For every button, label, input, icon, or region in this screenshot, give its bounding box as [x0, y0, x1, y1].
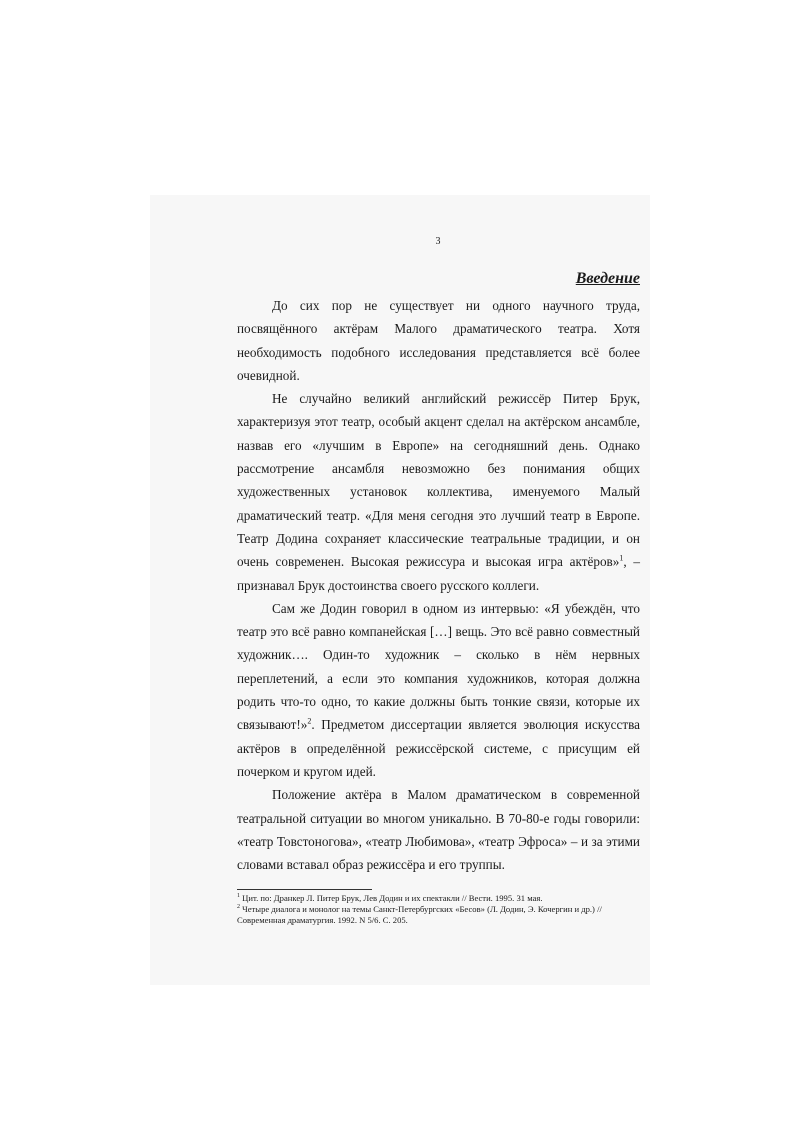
footnote-divider: [237, 889, 372, 890]
paragraph-1: [237, 294, 640, 387]
footnote-text: Четыре диалога и монолог на темы Санкт-Петербургских «Бесов» (Л. Додин, Э. Кочергин и др.) // Современная драматургия. 1992. N 5/6. С. 205.: [237, 904, 602, 925]
footnote-2: [237, 904, 640, 926]
footnote-text: Цит. по: Дранкер Л. Питер Брук, Лев Додин и их спектакли // Вести. 1995. 31 мая.: [242, 893, 543, 903]
footnote-1: [237, 893, 640, 904]
paragraph-text: Сам же Додин говорил в одном из интервью: «Я убеждён, что театр это всё равно компанейская […] вещь. Это всё равно совместный художник…. Один-то художник – сколько в нём нервных переплетений, а если это компания художников, которая должна родить что-то одно, то какие должны быть тонкие связи, которые их связывают!»: [237, 600, 640, 733]
section-heading: Введение: [575, 270, 640, 287]
footnote-number: 2: [237, 904, 240, 911]
paragraph-text-continued: , – признавал Брук достоинства своего русского коллеги.: [237, 554, 641, 593]
paragraph-2: [237, 387, 640, 597]
paragraph-text: Не случайно великий английский режиссёр Питер Брук, характеризуя этот театр, особый акцент сделал на актёрском ансамбле, назвав его «лучшим в Европе» на сегодняшний день. Однако рассмотрение ансамбля невозможно без понимания общих художественных установок коллектива, именуемого Малый драматический театр. «Для меня сегодня это лучший театр в Европе. Театр Додина сохраняет классические театральные традиции, и он очень современен. Высокая режиссура и высокая игра актёров»: [237, 391, 640, 570]
page-number: 3: [435, 236, 441, 247]
paragraph-4: [237, 783, 640, 876]
footnote-reference: 2: [307, 716, 312, 726]
footnote-reference: 1: [619, 553, 624, 563]
paragraph-text: До сих пор не существует ни одного научного труда, посвящённого актёрам Малого драматического театра. Хотя необходимость подобного исследования представляется всё более очевидной.: [237, 298, 640, 383]
paragraph-text-continued: . Предметом диссертации является эволюция искусства актёров в определённой режиссёрской системе, с присущим ей почерком и кругом идей.: [237, 717, 640, 779]
paragraph-3: [237, 597, 640, 783]
footnotes: [237, 893, 640, 926]
paragraph-text: Положение актёра в Малом драматическом в современной театральной ситуации во многом уникально. В 70-80-е годы говорили: «театр Товстоногова», «театр Любимова», «театр Эфроса» – и за этими словами вставал образ режиссёра и его труппы.: [237, 787, 640, 873]
footnote-number: 1: [237, 893, 240, 900]
body-text: [237, 294, 640, 876]
